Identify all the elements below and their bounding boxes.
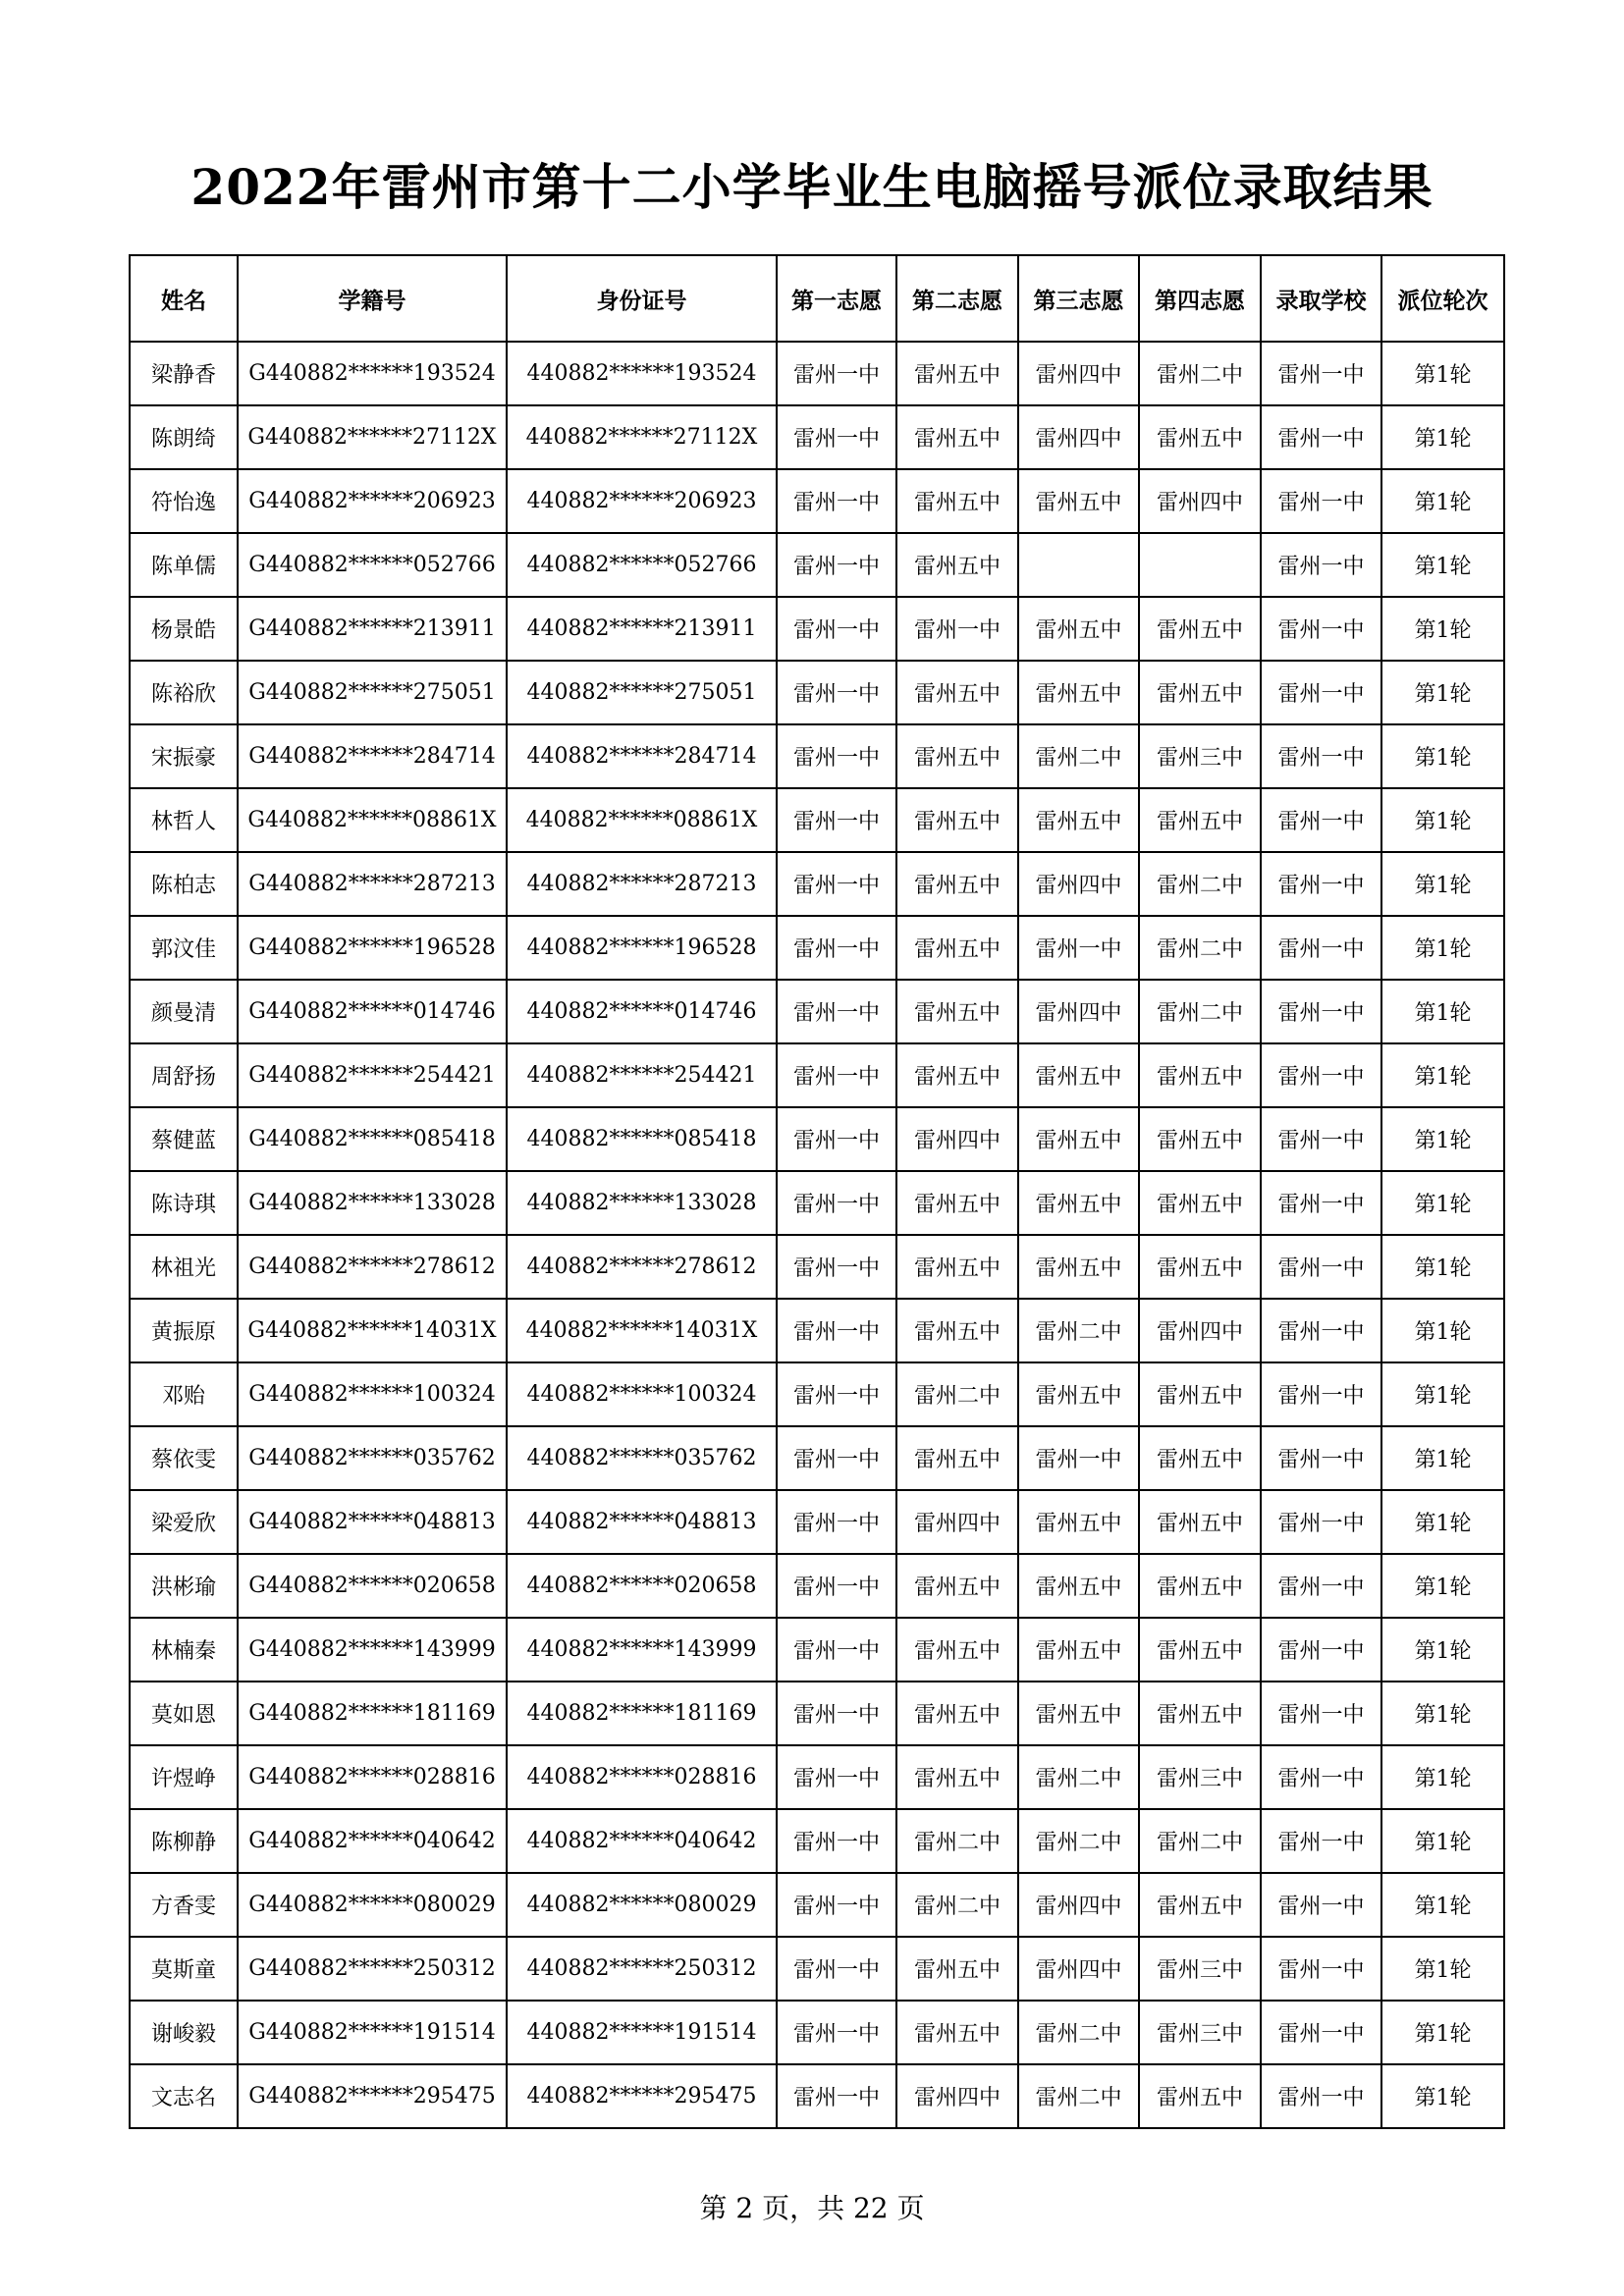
cell-id-card: 440882******028816	[507, 1745, 777, 1809]
cell-name: 梁爱欣	[130, 1490, 238, 1554]
cell-id-card: 440882******014746	[507, 980, 777, 1043]
cell-round: 第1轮	[1381, 342, 1504, 405]
cell-choice-2: 雷州五中	[896, 852, 1018, 916]
cell-name: 蔡依雯	[130, 1426, 238, 1490]
cell-choice-3: 雷州五中	[1018, 1618, 1139, 1682]
cell-choice-1: 雷州一中	[777, 405, 896, 469]
cell-choice-1: 雷州一中	[777, 1618, 896, 1682]
cell-name: 陈柏志	[130, 852, 238, 916]
cell-admitted-school: 雷州一中	[1261, 661, 1381, 724]
cell-choice-1: 雷州一中	[777, 469, 896, 533]
cell-admitted-school: 雷州一中	[1261, 980, 1381, 1043]
cell-name: 陈裕欣	[130, 661, 238, 724]
cell-choice-1: 雷州一中	[777, 788, 896, 852]
cell-choice-1: 雷州一中	[777, 1873, 896, 1937]
cell-choice-1: 雷州一中	[777, 1299, 896, 1362]
cell-name: 林哲人	[130, 788, 238, 852]
cell-round: 第1轮	[1381, 1362, 1504, 1426]
cell-choice-2: 雷州五中	[896, 469, 1018, 533]
cell-id-card: 440882******284714	[507, 724, 777, 788]
cell-choice-3: 雷州二中	[1018, 2064, 1139, 2128]
cell-admitted-school: 雷州一中	[1261, 1362, 1381, 1426]
cell-student-id: G440882******020658	[238, 1554, 507, 1618]
header-id-card: 身份证号	[507, 255, 777, 342]
cell-id-card: 440882******287213	[507, 852, 777, 916]
cell-choice-3: 雷州四中	[1018, 1873, 1139, 1937]
cell-choice-4: 雷州二中	[1139, 916, 1261, 980]
cell-choice-1: 雷州一中	[777, 1171, 896, 1235]
cell-id-card: 440882******27112X	[507, 405, 777, 469]
cell-choice-2: 雷州四中	[896, 2064, 1018, 2128]
cell-admitted-school: 雷州一中	[1261, 1299, 1381, 1362]
cell-id-card: 440882******275051	[507, 661, 777, 724]
table-row	[130, 788, 1504, 852]
cell-choice-4: 雷州五中	[1139, 1682, 1261, 1745]
table-row	[130, 1107, 1504, 1171]
table-row	[130, 469, 1504, 533]
cell-choice-4: 雷州五中	[1139, 1426, 1261, 1490]
cell-student-id: G440882******250312	[238, 1937, 507, 2001]
table-row	[130, 2001, 1504, 2064]
cell-admitted-school: 雷州一中	[1261, 1235, 1381, 1299]
cell-choice-4: 雷州五中	[1139, 1618, 1261, 1682]
cell-admitted-school: 雷州一中	[1261, 405, 1381, 469]
cell-id-card: 440882******181169	[507, 1682, 777, 1745]
table-row	[130, 980, 1504, 1043]
cell-student-id: G440882******181169	[238, 1682, 507, 1745]
cell-round: 第1轮	[1381, 2064, 1504, 2128]
cell-choice-4: 雷州四中	[1139, 1299, 1261, 1362]
cell-choice-2: 雷州五中	[896, 1426, 1018, 1490]
cell-choice-1: 雷州一中	[777, 1554, 896, 1618]
cell-id-card: 440882******020658	[507, 1554, 777, 1618]
cell-name: 郭汶佳	[130, 916, 238, 980]
cell-choice-1: 雷州一中	[777, 2001, 896, 2064]
cell-round: 第1轮	[1381, 1618, 1504, 1682]
cell-choice-3: 雷州四中	[1018, 852, 1139, 916]
header-choice-2: 第二志愿	[896, 255, 1018, 342]
cell-student-id: G440882******278612	[238, 1235, 507, 1299]
cell-name: 蔡健蓝	[130, 1107, 238, 1171]
cell-id-card: 440882******250312	[507, 1937, 777, 2001]
cell-round: 第1轮	[1381, 916, 1504, 980]
page-number: 第 2 页，共 22 页	[699, 2192, 925, 2224]
cell-admitted-school: 雷州一中	[1261, 1937, 1381, 2001]
cell-choice-4: 雷州五中	[1139, 1235, 1261, 1299]
cell-choice-3: 雷州四中	[1018, 980, 1139, 1043]
cell-id-card: 440882******080029	[507, 1873, 777, 1937]
cell-choice-3	[1018, 533, 1139, 597]
cell-choice-4: 雷州五中	[1139, 2064, 1261, 2128]
cell-choice-1: 雷州一中	[777, 1809, 896, 1873]
cell-student-id: G440882******287213	[238, 852, 507, 916]
cell-choice-1: 雷州一中	[777, 533, 896, 597]
cell-round: 第1轮	[1381, 1171, 1504, 1235]
cell-name: 颜曼清	[130, 980, 238, 1043]
header-round: 派位轮次	[1381, 255, 1504, 342]
cell-round: 第1轮	[1381, 1235, 1504, 1299]
cell-choice-4: 雷州五中	[1139, 1043, 1261, 1107]
cell-choice-3: 雷州五中	[1018, 1043, 1139, 1107]
cell-round: 第1轮	[1381, 1490, 1504, 1554]
cell-round: 第1轮	[1381, 1107, 1504, 1171]
cell-admitted-school: 雷州一中	[1261, 1043, 1381, 1107]
cell-student-id: G440882******295475	[238, 2064, 507, 2128]
cell-student-id: G440882******206923	[238, 469, 507, 533]
cell-student-id: G440882******100324	[238, 1362, 507, 1426]
cell-choice-2: 雷州五中	[896, 1299, 1018, 1362]
cell-choice-3: 雷州二中	[1018, 1745, 1139, 1809]
cell-choice-4: 雷州五中	[1139, 788, 1261, 852]
table-row	[130, 1362, 1504, 1426]
cell-round: 第1轮	[1381, 1426, 1504, 1490]
cell-admitted-school: 雷州一中	[1261, 1682, 1381, 1745]
cell-choice-2: 雷州四中	[896, 1490, 1018, 1554]
cell-choice-3: 雷州五中	[1018, 788, 1139, 852]
cell-name: 洪彬瑜	[130, 1554, 238, 1618]
cell-student-id: G440882******052766	[238, 533, 507, 597]
cell-choice-4: 雷州五中	[1139, 1171, 1261, 1235]
cell-student-id: G440882******035762	[238, 1426, 507, 1490]
cell-round: 第1轮	[1381, 724, 1504, 788]
cell-choice-3: 雷州一中	[1018, 916, 1139, 980]
cell-choice-3: 雷州四中	[1018, 342, 1139, 405]
cell-admitted-school: 雷州一中	[1261, 1107, 1381, 1171]
cell-student-id: G440882******193524	[238, 342, 507, 405]
table-row	[130, 1873, 1504, 1937]
cell-choice-2: 雷州五中	[896, 1235, 1018, 1299]
cell-name: 林楠秦	[130, 1618, 238, 1682]
table-header-row	[130, 255, 1504, 342]
cell-admitted-school: 雷州一中	[1261, 1618, 1381, 1682]
cell-round: 第1轮	[1381, 1745, 1504, 1809]
cell-choice-1: 雷州一中	[777, 852, 896, 916]
cell-choice-3: 雷州五中	[1018, 1107, 1139, 1171]
cell-round: 第1轮	[1381, 661, 1504, 724]
cell-choice-3: 雷州二中	[1018, 1299, 1139, 1362]
cell-choice-4: 雷州二中	[1139, 1809, 1261, 1873]
cell-name: 符怡逸	[130, 469, 238, 533]
cell-choice-2: 雷州二中	[896, 1809, 1018, 1873]
cell-choice-3: 雷州五中	[1018, 1682, 1139, 1745]
cell-id-card: 440882******196528	[507, 916, 777, 980]
cell-choice-3: 雷州二中	[1018, 2001, 1139, 2064]
cell-choice-3: 雷州五中	[1018, 1171, 1139, 1235]
cell-id-card: 440882******100324	[507, 1362, 777, 1426]
cell-choice-4: 雷州五中	[1139, 405, 1261, 469]
cell-choice-4: 雷州三中	[1139, 724, 1261, 788]
table-row	[130, 533, 1504, 597]
cell-choice-4: 雷州二中	[1139, 342, 1261, 405]
cell-admitted-school: 雷州一中	[1261, 533, 1381, 597]
cell-round: 第1轮	[1381, 1299, 1504, 1362]
cell-student-id: G440882******080029	[238, 1873, 507, 1937]
cell-admitted-school: 雷州一中	[1261, 1554, 1381, 1618]
table-row	[130, 1171, 1504, 1235]
cell-round: 第1轮	[1381, 1937, 1504, 2001]
cell-student-id: G440882******196528	[238, 916, 507, 980]
header-admitted-school: 录取学校	[1261, 255, 1381, 342]
cell-choice-2: 雷州五中	[896, 533, 1018, 597]
cell-id-card: 440882******295475	[507, 2064, 777, 2128]
cell-choice-1: 雷州一中	[777, 597, 896, 661]
cell-choice-2: 雷州四中	[896, 1107, 1018, 1171]
cell-choice-3: 雷州五中	[1018, 469, 1139, 533]
cell-choice-4: 雷州二中	[1139, 852, 1261, 916]
cell-admitted-school: 雷州一中	[1261, 1490, 1381, 1554]
cell-name: 陈柳静	[130, 1809, 238, 1873]
cell-student-id: G440882******048813	[238, 1490, 507, 1554]
cell-choice-3: 雷州二中	[1018, 724, 1139, 788]
cell-choice-4: 雷州五中	[1139, 1490, 1261, 1554]
cell-choice-2: 雷州五中	[896, 1937, 1018, 2001]
table-row	[130, 916, 1504, 980]
cell-choice-4: 雷州三中	[1139, 1745, 1261, 1809]
cell-choice-1: 雷州一中	[777, 1490, 896, 1554]
cell-round: 第1轮	[1381, 597, 1504, 661]
cell-admitted-school: 雷州一中	[1261, 2064, 1381, 2128]
cell-choice-2: 雷州五中	[896, 1618, 1018, 1682]
table-row	[130, 661, 1504, 724]
cell-round: 第1轮	[1381, 1809, 1504, 1873]
cell-id-card: 440882******048813	[507, 1490, 777, 1554]
cell-student-id: G440882******133028	[238, 1171, 507, 1235]
cell-choice-3: 雷州一中	[1018, 1426, 1139, 1490]
cell-choice-1: 雷州一中	[777, 1937, 896, 2001]
cell-round: 第1轮	[1381, 2001, 1504, 2064]
cell-id-card: 440882******08861X	[507, 788, 777, 852]
admission-results-table	[129, 254, 1505, 2129]
cell-choice-2: 雷州五中	[896, 2001, 1018, 2064]
cell-choice-2: 雷州五中	[896, 1745, 1018, 1809]
cell-choice-3: 雷州四中	[1018, 405, 1139, 469]
cell-choice-1: 雷州一中	[777, 1682, 896, 1745]
cell-student-id: G440882******014746	[238, 980, 507, 1043]
cell-id-card: 440882******193524	[507, 342, 777, 405]
table-row	[130, 1618, 1504, 1682]
cell-id-card: 440882******035762	[507, 1426, 777, 1490]
cell-admitted-school: 雷州一中	[1261, 1426, 1381, 1490]
cell-choice-2: 雷州五中	[896, 405, 1018, 469]
cell-name: 杨景皓	[130, 597, 238, 661]
cell-choice-2: 雷州五中	[896, 788, 1018, 852]
table-row	[130, 1682, 1504, 1745]
cell-student-id: G440882******191514	[238, 2001, 507, 2064]
cell-choice-4	[1139, 533, 1261, 597]
cell-round: 第1轮	[1381, 980, 1504, 1043]
cell-choice-4: 雷州五中	[1139, 1362, 1261, 1426]
cell-admitted-school: 雷州一中	[1261, 1809, 1381, 1873]
cell-round: 第1轮	[1381, 1682, 1504, 1745]
cell-choice-1: 雷州一中	[777, 1426, 896, 1490]
table-row	[130, 342, 1504, 405]
cell-id-card: 440882******133028	[507, 1171, 777, 1235]
cell-admitted-school: 雷州一中	[1261, 2001, 1381, 2064]
cell-name: 黄振原	[130, 1299, 238, 1362]
cell-choice-1: 雷州一中	[777, 1107, 896, 1171]
cell-name: 许煜峥	[130, 1745, 238, 1809]
cell-choice-4: 雷州二中	[1139, 980, 1261, 1043]
cell-id-card: 440882******254421	[507, 1043, 777, 1107]
header-choice-4: 第四志愿	[1139, 255, 1261, 342]
cell-admitted-school: 雷州一中	[1261, 1873, 1381, 1937]
cell-id-card: 440882******052766	[507, 533, 777, 597]
table-row	[130, 1299, 1504, 1362]
cell-choice-1: 雷州一中	[777, 1745, 896, 1809]
cell-round: 第1轮	[1381, 469, 1504, 533]
table-row	[130, 1745, 1504, 1809]
cell-name: 邓贻	[130, 1362, 238, 1426]
header-name: 姓名	[130, 255, 238, 342]
cell-student-id: G440882******213911	[238, 597, 507, 661]
cell-id-card: 440882******14031X	[507, 1299, 777, 1362]
cell-student-id: G440882******254421	[238, 1043, 507, 1107]
cell-choice-4: 雷州五中	[1139, 1873, 1261, 1937]
cell-name: 林祖光	[130, 1235, 238, 1299]
cell-choice-2: 雷州五中	[896, 916, 1018, 980]
cell-admitted-school: 雷州一中	[1261, 1171, 1381, 1235]
cell-name: 陈单儒	[130, 533, 238, 597]
cell-choice-4: 雷州三中	[1139, 2001, 1261, 2064]
table-row	[130, 1809, 1504, 1873]
header-choice-3: 第三志愿	[1018, 255, 1139, 342]
cell-choice-1: 雷州一中	[777, 1043, 896, 1107]
cell-admitted-school: 雷州一中	[1261, 724, 1381, 788]
cell-id-card: 440882******206923	[507, 469, 777, 533]
cell-choice-3: 雷州五中	[1018, 1490, 1139, 1554]
cell-student-id: G440882******14031X	[238, 1299, 507, 1362]
cell-choice-2: 雷州五中	[896, 342, 1018, 405]
cell-round: 第1轮	[1381, 405, 1504, 469]
cell-student-id: G440882******028816	[238, 1745, 507, 1809]
table-row	[130, 1554, 1504, 1618]
cell-choice-2: 雷州五中	[896, 724, 1018, 788]
cell-name: 谢峻毅	[130, 2001, 238, 2064]
cell-choice-3: 雷州五中	[1018, 597, 1139, 661]
cell-admitted-school: 雷州一中	[1261, 342, 1381, 405]
cell-round: 第1轮	[1381, 1873, 1504, 1937]
cell-name: 莫如恩	[130, 1682, 238, 1745]
cell-round: 第1轮	[1381, 788, 1504, 852]
cell-round: 第1轮	[1381, 533, 1504, 597]
cell-choice-2: 雷州五中	[896, 1682, 1018, 1745]
cell-choice-1: 雷州一中	[777, 342, 896, 405]
cell-choice-2: 雷州二中	[896, 1873, 1018, 1937]
cell-choice-4: 雷州五中	[1139, 597, 1261, 661]
cell-id-card: 440882******213911	[507, 597, 777, 661]
cell-name: 方香雯	[130, 1873, 238, 1937]
table-row	[130, 724, 1504, 788]
cell-choice-4: 雷州三中	[1139, 1937, 1261, 2001]
cell-admitted-school: 雷州一中	[1261, 916, 1381, 980]
cell-choice-1: 雷州一中	[777, 1362, 896, 1426]
cell-admitted-school: 雷州一中	[1261, 852, 1381, 916]
cell-choice-1: 雷州一中	[777, 2064, 896, 2128]
cell-student-id: G440882******27112X	[238, 405, 507, 469]
cell-choice-3: 雷州五中	[1018, 1554, 1139, 1618]
cell-student-id: G440882******275051	[238, 661, 507, 724]
cell-id-card: 440882******040642	[507, 1809, 777, 1873]
cell-id-card: 440882******191514	[507, 2001, 777, 2064]
cell-choice-4: 雷州四中	[1139, 469, 1261, 533]
cell-student-id: G440882******085418	[238, 1107, 507, 1171]
cell-choice-4: 雷州五中	[1139, 661, 1261, 724]
page-title: 2022年雷州市第十二小学毕业生电脑摇号派位录取结果	[190, 158, 1434, 216]
cell-choice-2: 雷州五中	[896, 661, 1018, 724]
cell-choice-4: 雷州五中	[1139, 1107, 1261, 1171]
cell-name: 梁静香	[130, 342, 238, 405]
cell-admitted-school: 雷州一中	[1261, 1745, 1381, 1809]
cell-choice-1: 雷州一中	[777, 1235, 896, 1299]
cell-choice-1: 雷州一中	[777, 724, 896, 788]
cell-choice-3: 雷州五中	[1018, 1235, 1139, 1299]
cell-name: 陈朗绮	[130, 405, 238, 469]
cell-student-id: G440882******143999	[238, 1618, 507, 1682]
table-row	[130, 1426, 1504, 1490]
cell-choice-3: 雷州五中	[1018, 1362, 1139, 1426]
cell-choice-3: 雷州五中	[1018, 661, 1139, 724]
cell-name: 宋振豪	[130, 724, 238, 788]
cell-admitted-school: 雷州一中	[1261, 469, 1381, 533]
table-row	[130, 1937, 1504, 2001]
cell-admitted-school: 雷州一中	[1261, 597, 1381, 661]
cell-choice-2: 雷州一中	[896, 597, 1018, 661]
cell-choice-4: 雷州五中	[1139, 1554, 1261, 1618]
table-row	[130, 1235, 1504, 1299]
table-row	[130, 852, 1504, 916]
table-row	[130, 2064, 1504, 2128]
cell-student-id: G440882******08861X	[238, 788, 507, 852]
cell-admitted-school: 雷州一中	[1261, 788, 1381, 852]
cell-student-id: G440882******284714	[238, 724, 507, 788]
cell-student-id: G440882******040642	[238, 1809, 507, 1873]
cell-name: 莫斯童	[130, 1937, 238, 2001]
header-student-id: 学籍号	[238, 255, 507, 342]
cell-round: 第1轮	[1381, 852, 1504, 916]
cell-choice-2: 雷州五中	[896, 1043, 1018, 1107]
cell-name: 陈诗琪	[130, 1171, 238, 1235]
cell-choice-2: 雷州五中	[896, 1171, 1018, 1235]
cell-id-card: 440882******143999	[507, 1618, 777, 1682]
cell-round: 第1轮	[1381, 1554, 1504, 1618]
cell-id-card: 440882******085418	[507, 1107, 777, 1171]
cell-id-card: 440882******278612	[507, 1235, 777, 1299]
table-row	[130, 405, 1504, 469]
header-choice-1: 第一志愿	[777, 255, 896, 342]
cell-name: 文志名	[130, 2064, 238, 2128]
cell-choice-3: 雷州四中	[1018, 1937, 1139, 2001]
cell-choice-1: 雷州一中	[777, 916, 896, 980]
cell-choice-3: 雷州二中	[1018, 1809, 1139, 1873]
cell-choice-1: 雷州一中	[777, 980, 896, 1043]
cell-choice-2: 雷州二中	[896, 1362, 1018, 1426]
cell-name: 周舒扬	[130, 1043, 238, 1107]
cell-choice-1: 雷州一中	[777, 661, 896, 724]
table-row	[130, 1490, 1504, 1554]
table-row	[130, 1043, 1504, 1107]
table-row	[130, 597, 1504, 661]
cell-choice-2: 雷州五中	[896, 1554, 1018, 1618]
cell-round: 第1轮	[1381, 1043, 1504, 1107]
cell-choice-2: 雷州五中	[896, 980, 1018, 1043]
